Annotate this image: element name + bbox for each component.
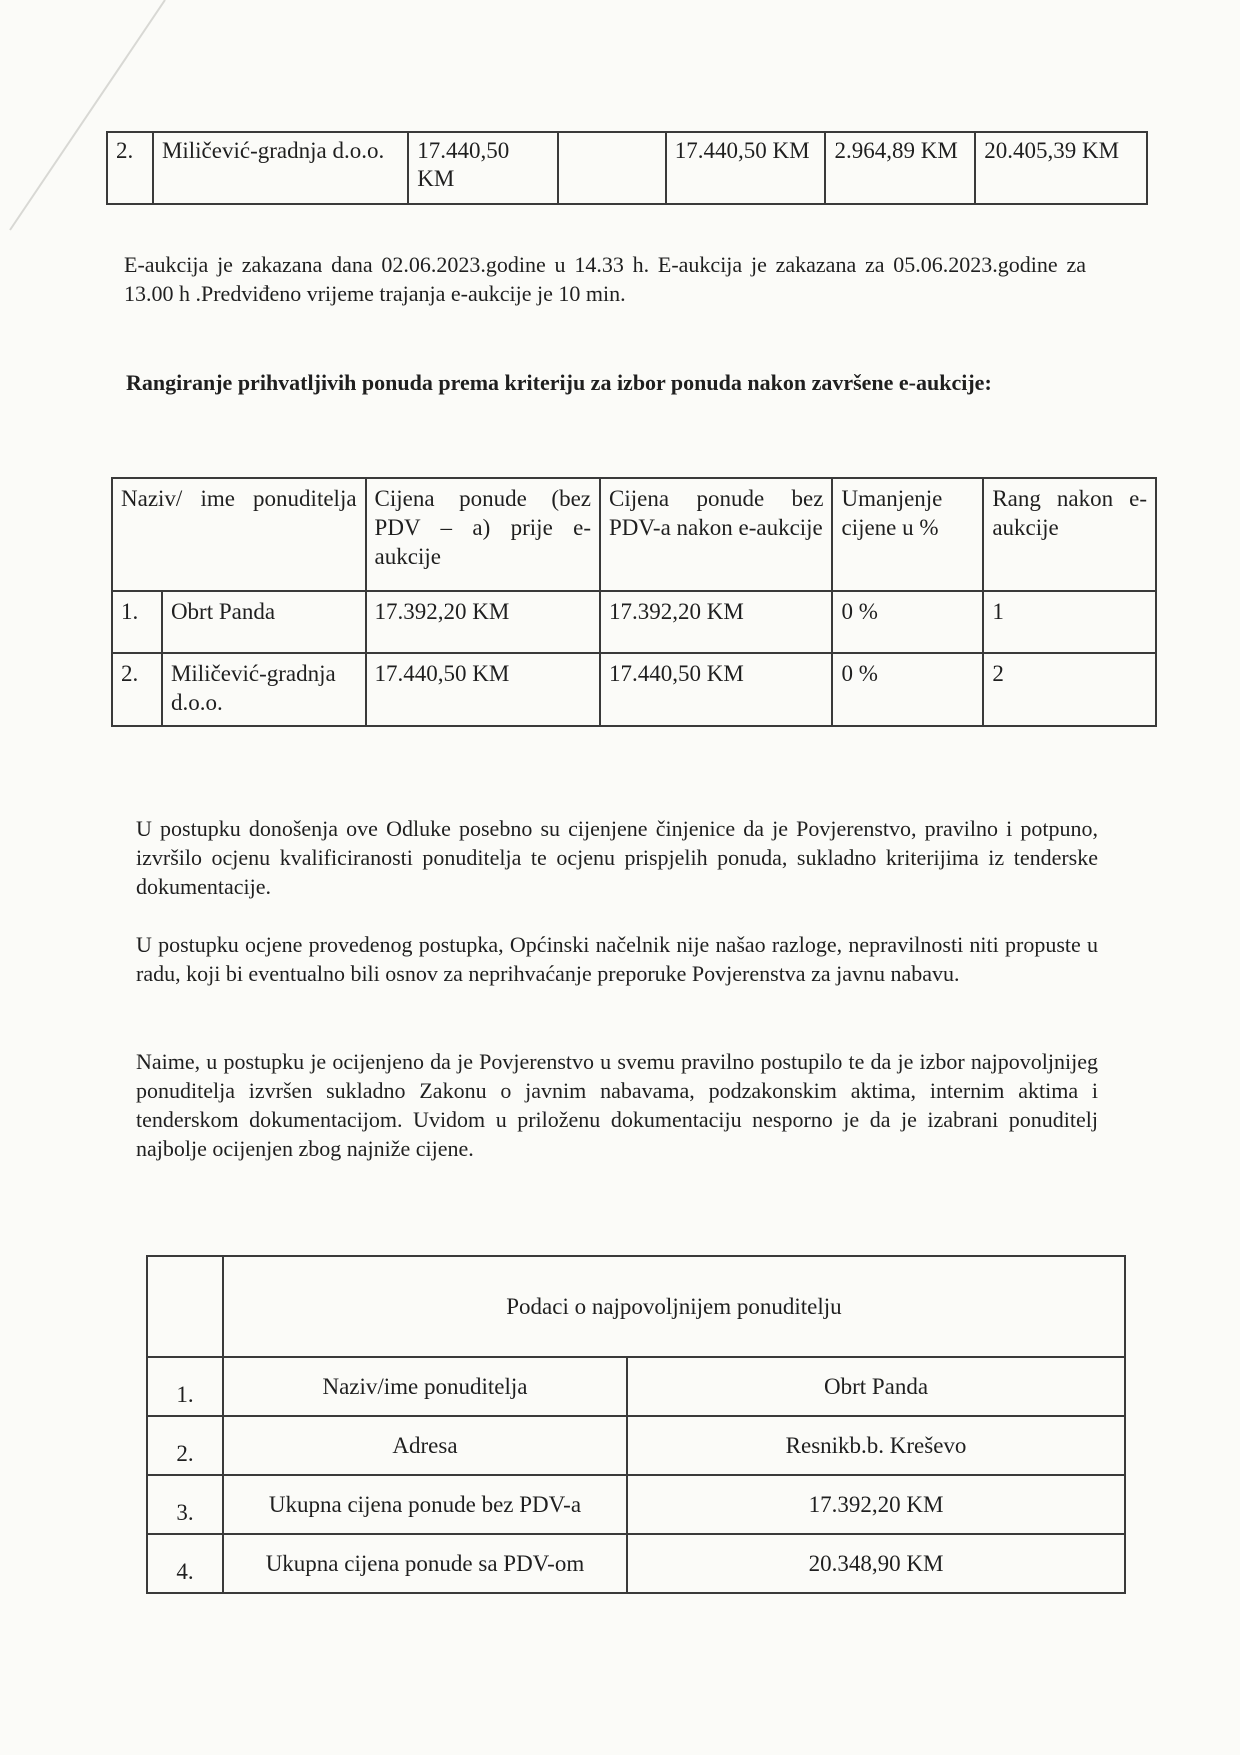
paragraph-evaluation: U postupku donošenja ove Odluke posebno su cijenjene činjenice da je Povjerenstvo, pravilno i potpuno, izvršilo ocjenu kvalificiranosti ponuditelja te ocjenu prispjelih ponuda, sukladno kriterijima iz tenderske dokumentacije.: [136, 816, 1098, 899]
row-value: Resnikb.b. Kreševo: [627, 1416, 1125, 1475]
total-price: 20.405,39 KM: [975, 132, 1147, 204]
price-after: 17.392,20 KM: [600, 591, 832, 653]
row-number: 2.: [107, 132, 153, 204]
table-row: [147, 1416, 1125, 1475]
reduction-percent: 0 %: [832, 653, 983, 726]
table-row: [147, 1534, 1125, 1593]
offers-table-continued: [106, 131, 1148, 205]
row-number: 1.: [147, 1357, 223, 1416]
row-value: 17.392,20 KM: [627, 1475, 1125, 1534]
ranking-table: [111, 477, 1157, 727]
bidder-name: Miličević-gradnja d.o.o.: [162, 653, 366, 726]
row-number: 4.: [147, 1534, 223, 1593]
paragraph-conclusion: Naime, u postupku je ocijenjeno da je Povjerenstvo u svemu pravilno postupilo te da je izbor najpovoljnijeg ponuditelja izvršen sukladno Zakonu o javnim nabavama, podzakonskim aktima, internim aktima i tenderskom dokumentacijom. Uvidom u priloženu dokumentaciju nesporno je da je izabrani ponuditelj najbolje ocijenjen zbog najniže cijene.: [136, 1049, 1098, 1161]
reduction-percent: 0 %: [832, 591, 983, 653]
scan-mark: [0, 0, 170, 260]
rank: 1: [983, 591, 1156, 653]
header-rank: Rang nakon e-aukcije: [983, 478, 1156, 591]
eauction-paragraph: E-aukcija je zakazana dana 02.06.2023.godine u 14.33 h. E-aukcija je zakazana za 05.06.2023.godine za 13.00 h .Predviđeno vrijeme trajanja e-aukcije je 10 min.: [124, 252, 1086, 306]
table-title: Podaci o najpovoljnijem ponuditelju: [223, 1256, 1125, 1357]
bidder-name: Obrt Panda: [162, 591, 366, 653]
vat-amount: 2.964,89 KM: [825, 132, 975, 204]
bidder-name: Miličević-gradnja d.o.o.: [153, 132, 408, 204]
row-value: Obrt Panda: [627, 1357, 1125, 1416]
empty-cell: [147, 1256, 223, 1357]
row-number: 2.: [147, 1416, 223, 1475]
table-row: [112, 653, 1156, 726]
row-label: Adresa: [223, 1416, 627, 1475]
table-row: [107, 132, 1147, 204]
row-number: 3.: [147, 1475, 223, 1534]
price-after: 17.440,50 KM: [666, 132, 826, 204]
row-value: 20.348,90 KM: [627, 1534, 1125, 1593]
table-row: [147, 1475, 1125, 1534]
row-number: 1.: [112, 591, 162, 653]
table-row: [147, 1357, 1125, 1416]
table-title-row: [147, 1256, 1125, 1357]
rank: 2: [983, 653, 1156, 726]
ranking-heading: Rangiranje prihvatljivih ponuda prema kriteriju za izbor ponuda nakon završene e-aukcije:: [126, 370, 992, 395]
row-label: Ukupna cijena ponude bez PDV-a: [223, 1475, 627, 1534]
price-before: 17.440,50 KM: [408, 132, 558, 204]
row-label: Naziv/ime ponuditelja: [223, 1357, 627, 1416]
best-offer-table: [146, 1255, 1126, 1594]
reduction-cell: [558, 132, 666, 204]
price-before: 17.440,50 KM: [366, 653, 600, 726]
header-price-after: Cijena ponude bez PDV-a nakon e-aukcije: [600, 478, 832, 591]
row-number: 2.: [112, 653, 162, 726]
table-row: [112, 591, 1156, 653]
row-label: Ukupna cijena ponude sa PDV-om: [223, 1534, 627, 1593]
price-after: 17.440,50 KM: [600, 653, 832, 726]
header-name: Naziv/ ime ponuditelja: [112, 478, 366, 591]
header-price-before: Cijena ponude (bez PDV – a) prije e-aukcije: [366, 478, 600, 591]
header-reduction: Umanjenje cijene u %: [832, 478, 983, 591]
price-before: 17.392,20 KM: [366, 591, 600, 653]
table-header-row: [112, 478, 1156, 591]
paragraph-review: U postupku ocjene provedenog postupka, Općinski načelnik nije našao razloge, nepravilnosti niti propuste u radu, koji bi eventualno bili osnov za neprihvaćanje preporuke Povjerenstva za javnu nabavu.: [136, 932, 1098, 986]
